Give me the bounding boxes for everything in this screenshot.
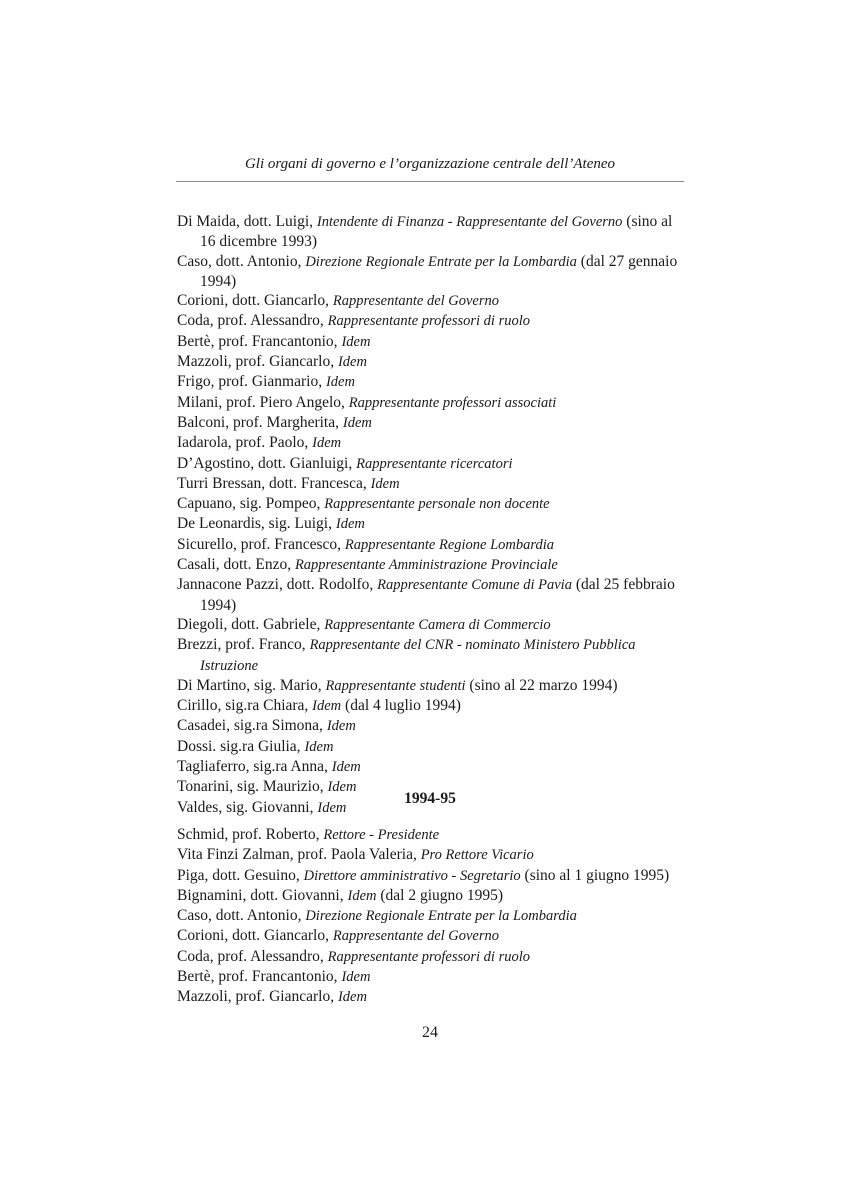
member-name: De Leonardis, sig. Luigi, [177, 515, 336, 533]
member-name: Bertè, prof. Francantonio, [177, 968, 342, 986]
list-item [177, 413, 684, 433]
list-item [177, 987, 684, 1007]
member-role: Rettore - Presidente [323, 827, 440, 843]
member-role: Idem [335, 516, 365, 533]
page-number: 24 [422, 1024, 438, 1041]
list-item [177, 615, 684, 635]
member-name: Turri Bressan, dott. Francesca, [177, 474, 371, 492]
member-name: Brezzi, prof. Franco, [177, 636, 310, 654]
member-role: Idem [337, 354, 367, 371]
member-role: Idem [342, 414, 372, 431]
members-list-1993-94 [177, 212, 684, 818]
member-role: Idem [326, 718, 356, 735]
member-note: (sino al 16 dicembre 1993) [200, 213, 673, 251]
member-name: Mazzoli, prof. Giancarlo, [177, 988, 338, 1006]
list-item [177, 393, 684, 413]
list-item [177, 291, 684, 311]
member-role: Rappresentante professori di ruolo [327, 948, 530, 965]
member-role: Idem [331, 759, 361, 776]
member-role: Idem [341, 333, 371, 350]
member-name: Caso, dott. Antonio, [177, 252, 306, 270]
list-item [177, 696, 684, 716]
member-role: Pro Rettore Vicario [420, 847, 534, 864]
member-note: (dal 25 febbraio 1994) [200, 576, 675, 614]
member-role: Idem [341, 969, 371, 986]
member-name: Cirillo, sig.ra Chiara, [177, 697, 313, 715]
member-role: Idem [347, 887, 377, 904]
member-role: Direzione Regionale Entrate per la Lombardia [305, 253, 577, 270]
list-item [177, 494, 684, 514]
member-note: (dal 2 giugno 1995) [376, 886, 504, 904]
list-item [177, 906, 684, 926]
member-name: Balconi, prof. Margherita, [177, 413, 343, 431]
member-name: Capuano, sig. Pompeo, [177, 495, 325, 513]
member-role: Idem [337, 989, 367, 1006]
member-role: Rappresentante Regione Lombardia [344, 536, 555, 553]
member-name: Dossi. sig.ra Giulia, [177, 737, 305, 755]
member-role: Rappresentante del Governo [332, 293, 500, 310]
list-item [177, 311, 684, 331]
member-name: Piga, dott. Gesuino, [177, 866, 304, 884]
member-name: Schmid, prof. Roberto, [177, 826, 324, 843]
member-note: (dal 27 gennaio 1994) [200, 252, 678, 290]
member-name: Sicurello, prof. Francesco, [177, 535, 345, 553]
member-name: Milani, prof. Piero Angelo, [177, 393, 349, 411]
list-item [177, 967, 684, 987]
member-name: Valdes, sig. Giovanni, [177, 798, 318, 816]
member-name: Corioni, dott. Giancarlo, [177, 292, 333, 310]
member-role: Idem [325, 374, 355, 391]
list-item [177, 947, 684, 967]
list-item [177, 555, 684, 575]
list-item [177, 433, 684, 453]
list-item [177, 737, 684, 757]
list-item [177, 886, 684, 906]
list-item [177, 716, 684, 736]
member-role: Idem [327, 779, 357, 796]
member-role: Rappresentante studenti [325, 677, 466, 694]
member-name: Tagliaferro, sig.ra Anna, [177, 758, 332, 776]
member-name: Di Martino, sig. Mario, [177, 676, 326, 694]
list-item [177, 212, 684, 252]
member-name: Jannacone Pazzi, dott. Rodolfo, [177, 576, 378, 594]
member-name: Diegoli, dott. Gabriele, [177, 615, 325, 633]
member-name: Frigo, prof. Gianmario, [177, 373, 326, 391]
member-name: Mazzoli, prof. Giancarlo, [177, 353, 338, 371]
member-role: Idem [370, 475, 400, 492]
list-item [177, 514, 684, 534]
member-name: Tonarini, sig. Maurizio, [177, 778, 328, 796]
list-item [177, 575, 684, 615]
member-name: Coda, prof. Alessandro, [177, 312, 328, 330]
member-role: Rappresentante Amministrazione Provinciale [294, 557, 558, 574]
list-item [177, 866, 684, 886]
list-item [177, 926, 684, 946]
list-item [177, 845, 684, 865]
list-item [177, 252, 684, 292]
member-role: Rappresentante Camera di Commercio [324, 616, 551, 633]
member-role: Idem [312, 435, 342, 452]
list-item [177, 825, 684, 845]
member-name: Casali, dott. Enzo, [177, 556, 295, 574]
member-role: Rappresentante Comune di Pavia [377, 577, 572, 594]
member-name: Caso, dott. Antonio, [177, 907, 306, 925]
member-role: Rappresentante ricercatori [356, 455, 513, 472]
member-role: Idem [304, 738, 334, 755]
member-role: Direzione Regionale Entrate per la Lombardia [305, 908, 577, 925]
list-item [177, 352, 684, 372]
member-name: Iadarola, prof. Paolo, [177, 434, 313, 452]
member-name: Vita Finzi Zalman, prof. Paola Valeria, [177, 846, 421, 864]
section-year-heading: 1994-95 [404, 790, 456, 807]
list-item [177, 535, 684, 555]
member-role: Rappresentante professori di ruolo [327, 313, 530, 330]
list-item [177, 757, 684, 777]
member-name: Casadei, sig.ra Simona, [177, 717, 327, 735]
member-name: Coda, prof. Alessandro, [177, 947, 328, 965]
member-role: Rappresentante professori associati [348, 394, 557, 411]
header-rule [176, 181, 684, 182]
list-item [177, 474, 684, 494]
member-name: Corioni, dott. Giancarlo, [177, 927, 333, 945]
list-item [177, 676, 684, 696]
list-item [177, 372, 684, 392]
member-role: Idem [317, 799, 347, 816]
member-note: (sino al 22 marzo 1994) [465, 676, 618, 694]
member-name: D’Agostino, dott. Gianluigi, [177, 454, 357, 472]
list-item [177, 635, 684, 676]
member-role: Rappresentante personale non docente [324, 496, 550, 513]
member-role: Direttore amministrativo - Segretario [303, 867, 521, 884]
member-role: Intendente di Finanza - Rappresentante del Governo [316, 214, 623, 230]
members-list-1994-95 [177, 825, 684, 1008]
running-head: Gli organi di governo e l’organizzazione centrale dell’Ateneo [244, 156, 616, 172]
member-role: Rappresentante del Governo [332, 928, 500, 945]
list-item [177, 332, 684, 352]
member-note: (dal 4 luglio 1994) [341, 697, 461, 715]
member-role: Idem [312, 698, 342, 715]
member-name: Bertè, prof. Francantonio, [177, 332, 342, 350]
member-name: Di Maida, dott. Luigi, [177, 213, 317, 230]
list-item [177, 454, 684, 474]
member-note: (sino al 1 giugno 1995) [520, 866, 670, 884]
member-name: Bignamini, dott. Giovanni, [177, 886, 348, 904]
member-role: Rappresentante del CNR - nominato Ministero Pubblica Istruzione [200, 637, 636, 674]
